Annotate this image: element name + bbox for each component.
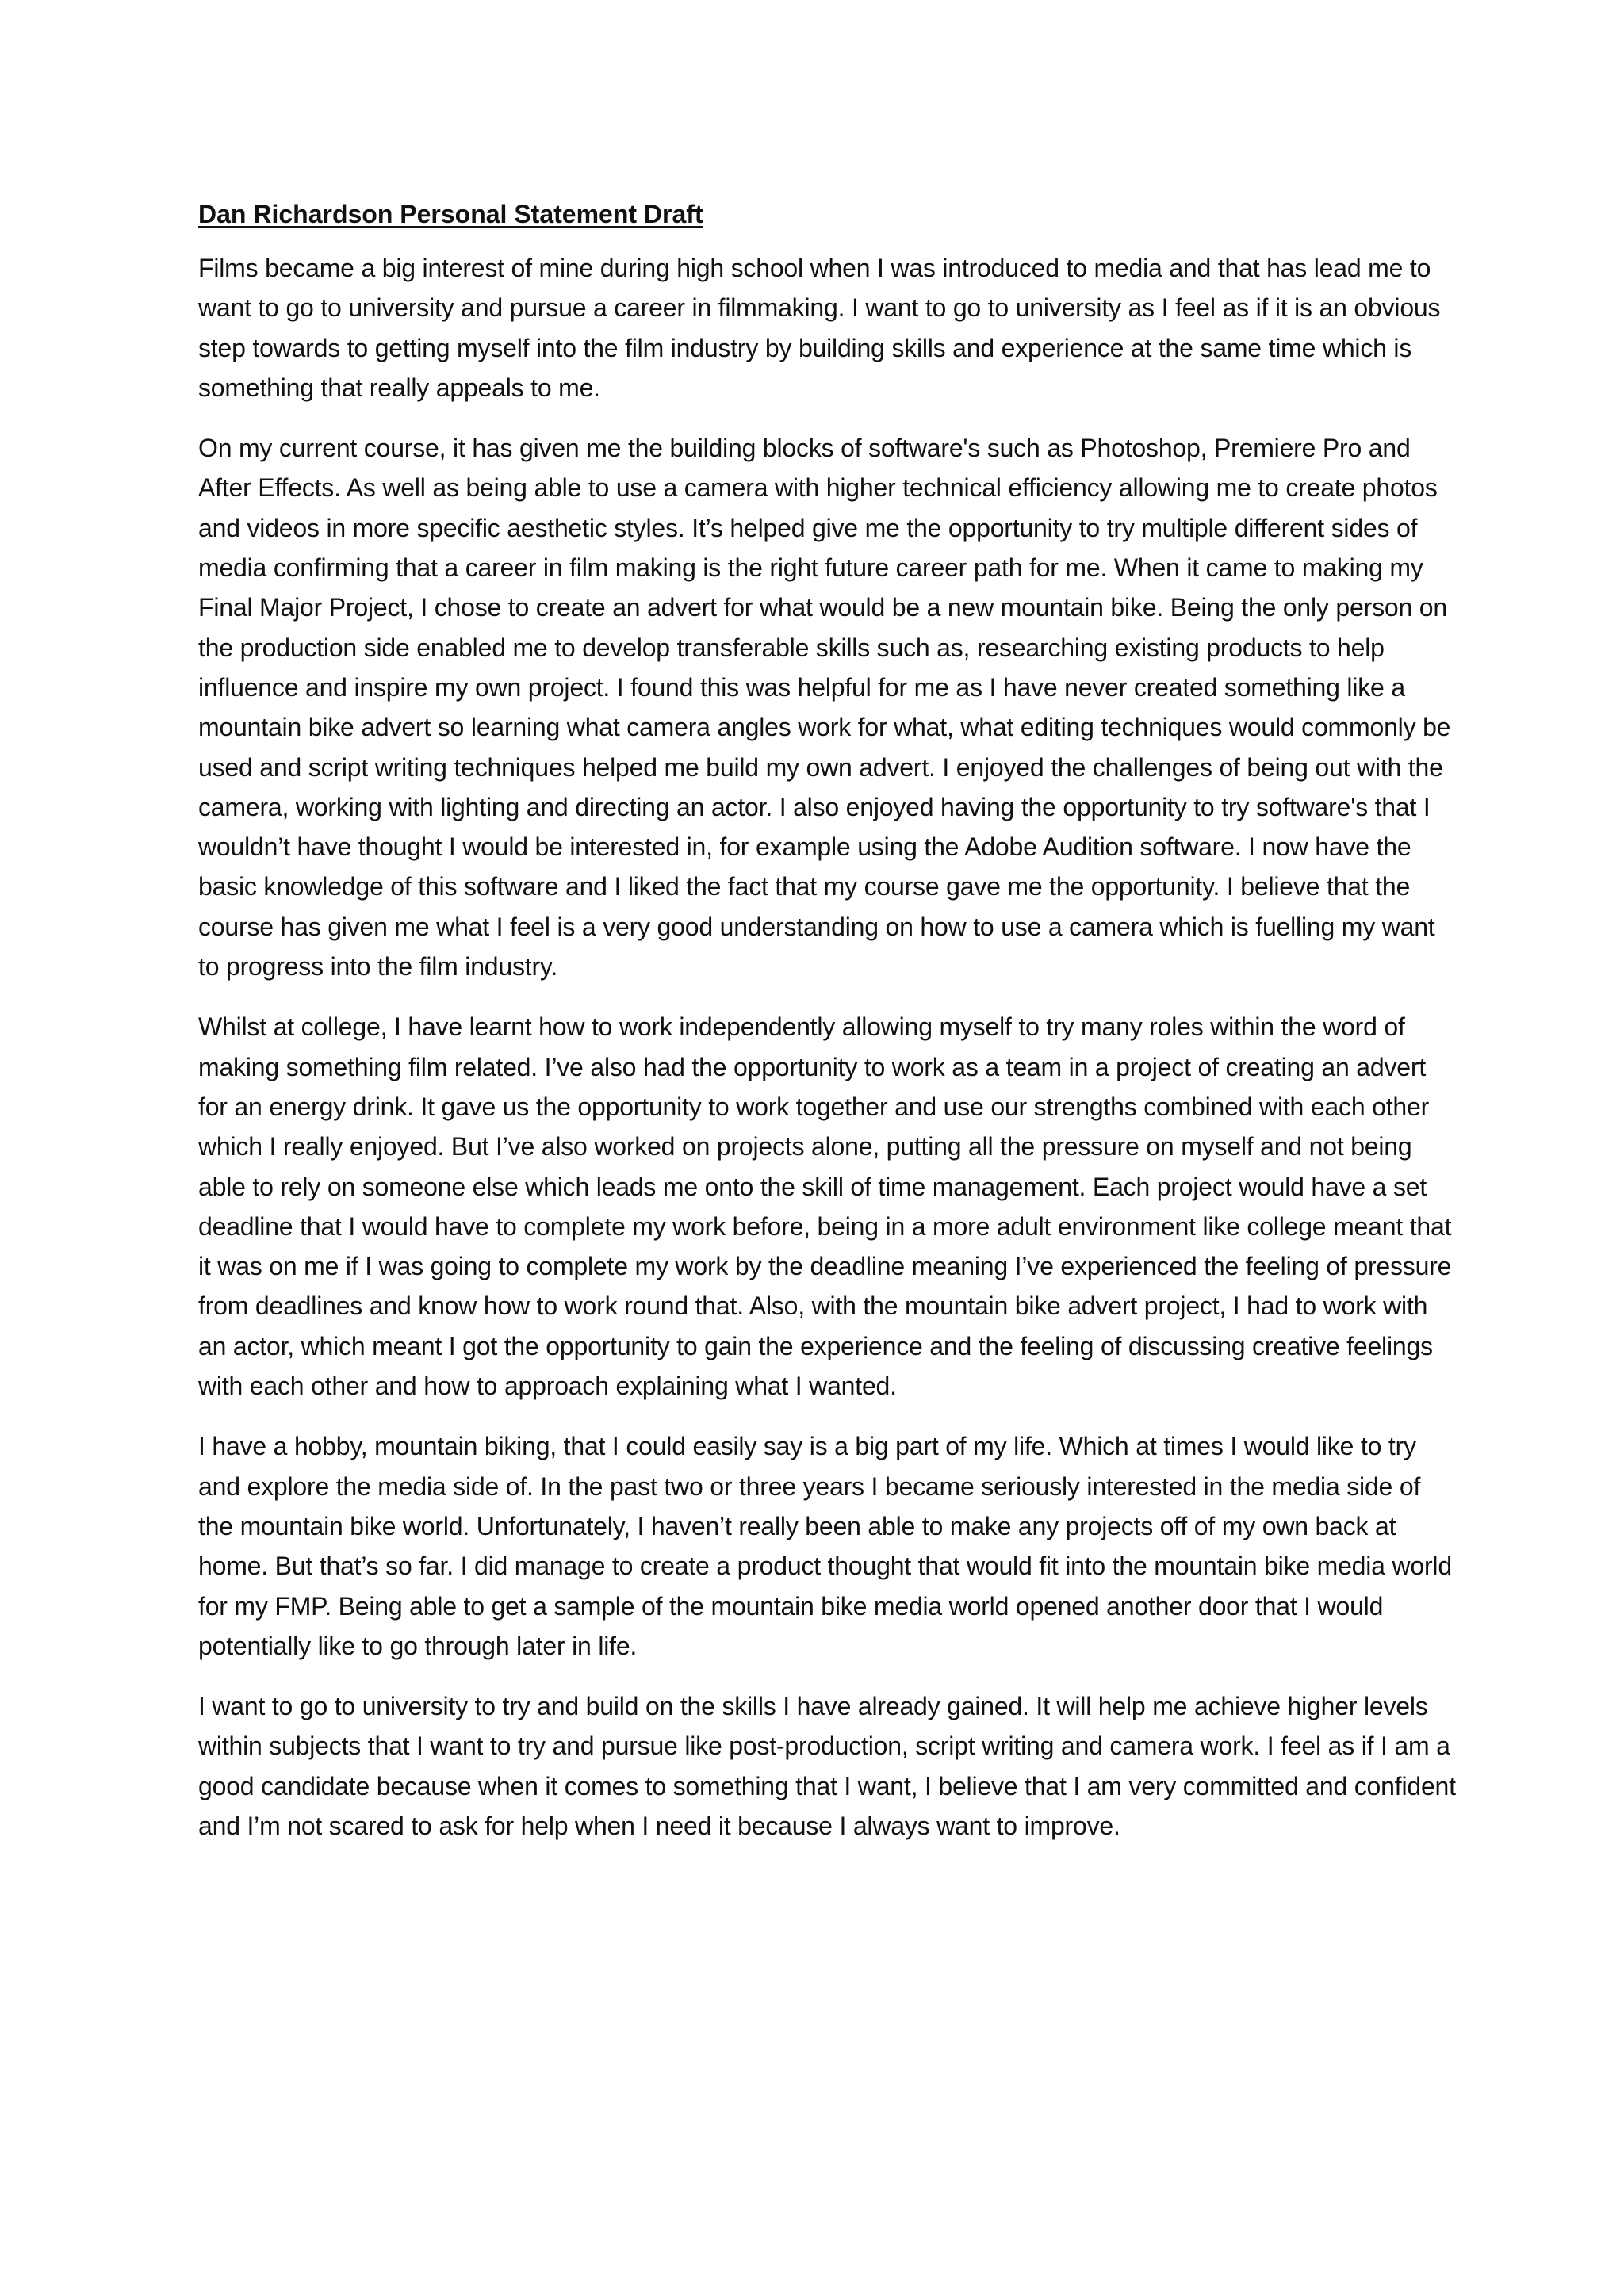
paragraph-conclusion: I want to go to university to try and build on the skills I have already gained. It will help me achieve higher levels within subjects that I want to try and pursue like post-production, script writing and camera work. I feel as if I am a good candidate because when it comes to something that I want, I believe that I am very committed and confident and I’m not scared to ask for help when I need it because I always want to improve. [198, 1692, 1456, 1840]
paragraph-hobby: I have a hobby, mountain biking, that I could easily say is a big part of my life. Which at times I would like to try and explore the media side of. In the past two or three years I became seriously interested in the media side of the mountain bike world. Unfortunately, I haven’t really been able to make any projects off of my own back at home. But that’s so far. I did manage to create a product thought that would fit into the mountain bike media world for my FMP. Being able to get a sample of the mountain bike media world opened another door that I would potentially like to go through later in life. [198, 1432, 1452, 1660]
document-page [198, 194, 1459, 1866]
paragraph-intro: Films became a big interest of mine during high school when I was introduced to media and that has lead me to want to go to university and pursue a career in filmmaking. I want to go to university as I feel as if it is an obvious step towards to getting myself into the film industry by building skills and experience at the same time which is something that really appeals to me. [198, 254, 1441, 402]
paragraph-current-course: On my current course, it has given me the building blocks of software's such as Photoshop, Premiere Pro and After Effects. As well as being able to use a camera with higher technical efficiency allowing me to create photos and videos in more specific aesthetic styles. It’s helped give me the opportunity to try multiple different sides of media confirming that a career in film making is the right future career path for me. When it came to making my Final Major Project, I chose to create an advert for what would be a new mountain bike. Being the only person on the production side enabled me to develop transferable skills such as, researching existing products to help influence and inspire my own project. I found this was helpful for me as I have never created something like a mountain bike advert so learning what camera angles work for what, what editing techniques would commonly be used and script writing techniques helped me build my own advert. I enjoyed the challenges of being out with the camera, working with lighting and directing an actor. I also enjoyed having the opportunity to try software's that I wouldn’t have thought I would be interested in, for example using the Adobe Audition software. I now have the basic knowledge of this software and I liked the fact that my course gave me the opportunity. I believe that the course has given me what I feel is a very good understanding on how to use a camera which is fuelling my want to progress into the film industry. [198, 434, 1451, 982]
document-title: Dan Richardson Personal Statement Draft [198, 200, 703, 228]
paragraph-college: Whilst at college, I have learnt how to work independently allowing myself to try many roles within the word of making something film related. I’ve also had the opportunity to work as a team in a project of creating an advert for an energy drink. It gave us the opportunity to work together and use our strengths combined with each other which I really enjoyed. But I’ve also worked on projects alone, putting all the pressure on myself and not being able to rely on someone else which leads me onto the skill of time management. Each project would have a set deadline that I would have to complete my work before, being in a more adult environment like college meant that it was on me if I was going to complete my work by the deadline meaning I’ve experienced the feeling of pressure from deadlines and know how to work round that. Also, with the mountain bike advert project, I had to work with an actor, which meant I got the opportunity to gain the experience and the feeling of discussing creative feelings with each other and how to approach explaining what I wanted. [198, 1012, 1452, 1401]
